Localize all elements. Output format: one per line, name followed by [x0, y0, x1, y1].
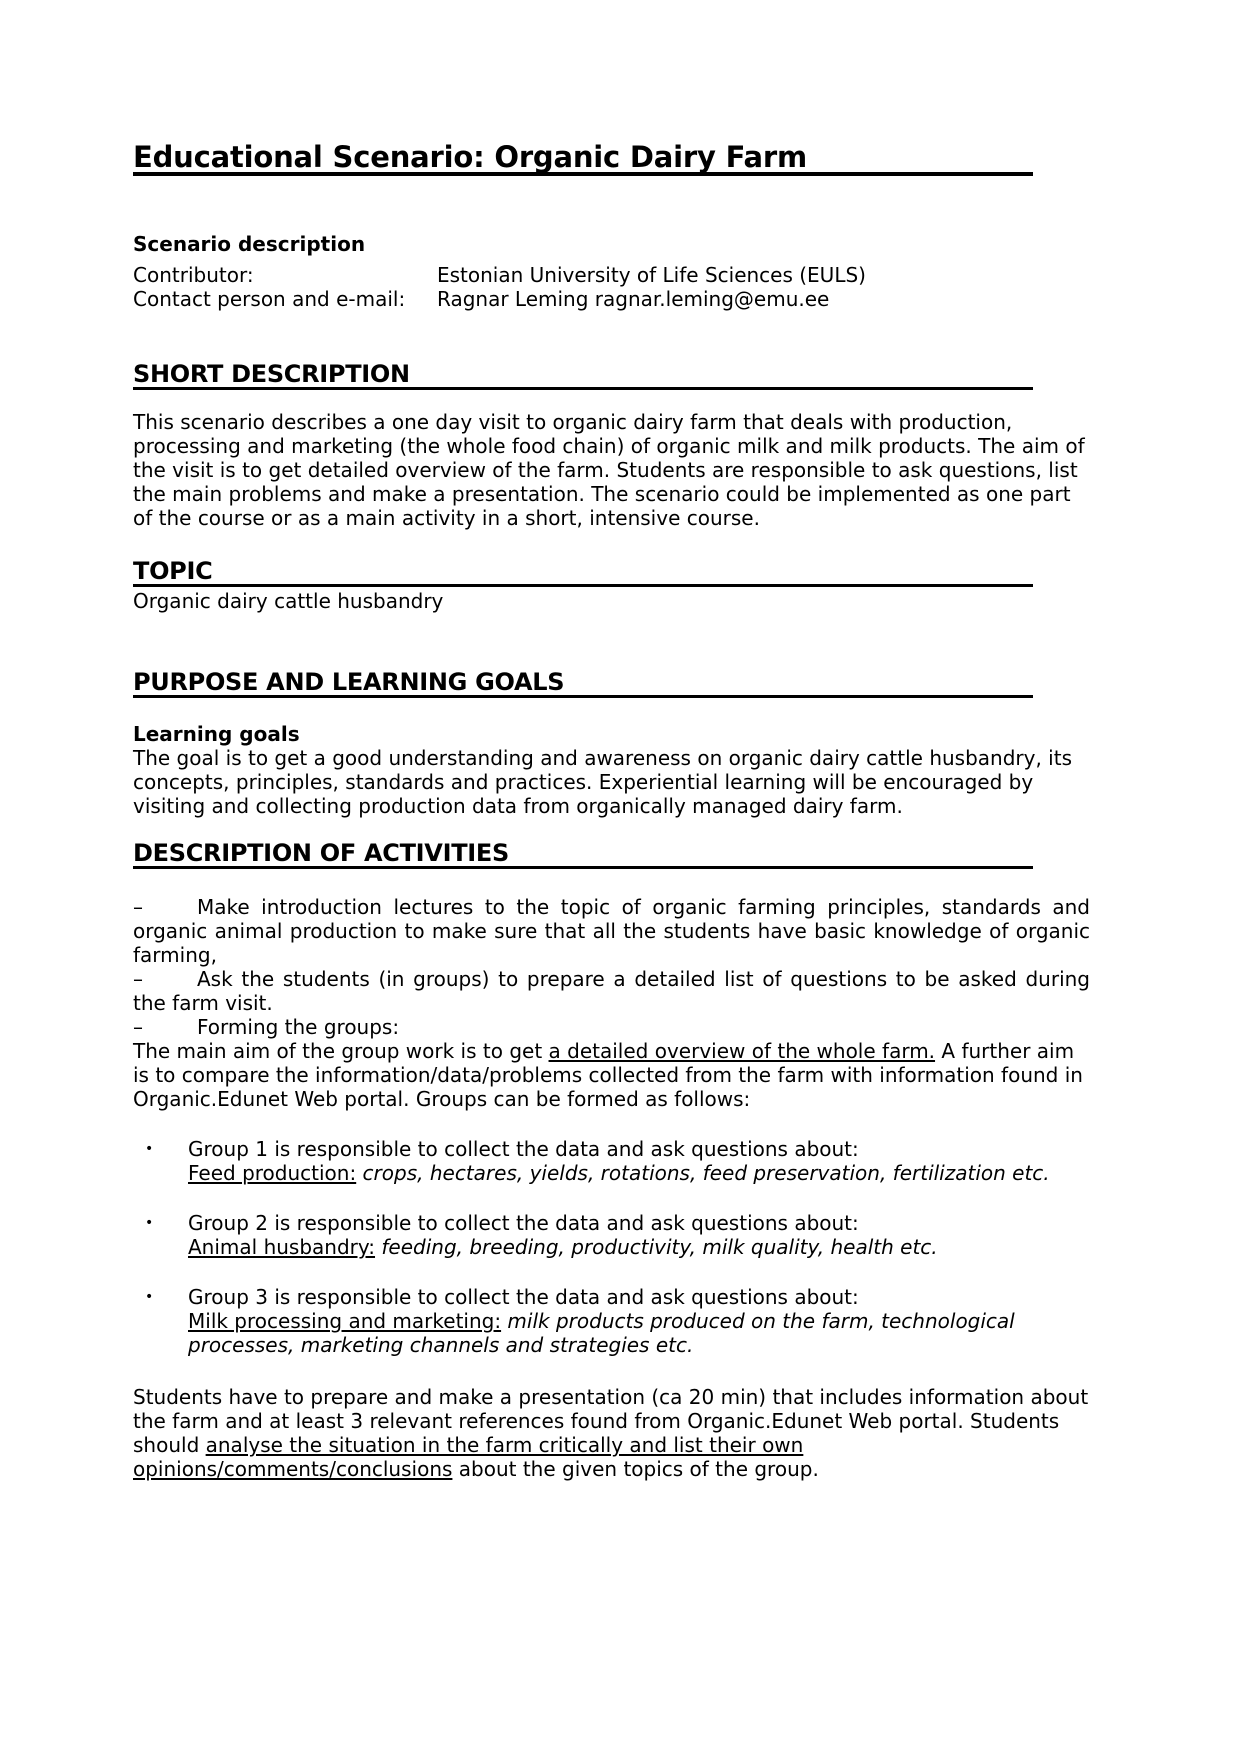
group-3-line1: Group 3 is responsible to collect the data and ask questions about: — [188, 1285, 859, 1309]
activity-item-questions — [133, 967, 1090, 1015]
group-2-detail: feeding, breeding, productivity, milk quality, health etc. — [375, 1235, 938, 1259]
activity-item-forming-groups — [133, 1015, 1090, 1039]
presentation-paragraph — [133, 1385, 1090, 1481]
group-1-bullet — [133, 1137, 1090, 1185]
learning-goals-subheading: Learning goals — [133, 722, 300, 746]
activities-heading: DESCRIPTION OF ACTIVITIES — [133, 840, 1033, 869]
document-title: Educational Scenario: Organic Dairy Farm — [133, 142, 1033, 176]
activity-item-text: Ask the students (in groups) to prepare a detailed list of questions to be asked during the farm visit. — [133, 967, 1090, 1015]
activity-item-lectures — [133, 895, 1090, 967]
closing-underlined: analyse the situation in the farm critically and list their own opinions/comments/conclusions — [133, 1433, 804, 1481]
activity-item-text: Make introduction lectures to the topic of organic farming principles, standards and organic animal production to make sure that all the students have basic knowledge of organic farming, — [133, 895, 1090, 967]
dash-marker: – — [133, 967, 143, 991]
group-intro-pre: The main aim of the group work is to get — [133, 1039, 549, 1063]
bullet-icon: • — [145, 1141, 154, 1157]
group-3-detail: milk products produced on the farm, technological processes, marketing channels and strategies etc. — [188, 1309, 1015, 1357]
short-description-paragraph: This scenario describes a one day visit to organic dairy farm that deals with production, processing and marketing (the whole food chain) of organic milk and milk products. The aim of the visit is to get detailed overview of the farm. Students are responsible to ask questions, list the main problems and make a presentation. The scenario could be implemented as one part of the course or as a main activity in a short, intensive course. — [133, 410, 1085, 530]
contributor-row — [133, 263, 1090, 287]
group-2-line1: Group 2 is responsible to collect the data and ask questions about: — [188, 1211, 859, 1235]
topic-heading: TOPIC — [133, 558, 1033, 587]
contributor-label: Contributor: — [133, 263, 254, 287]
topic-value: Organic dairy cattle husbandry — [133, 589, 444, 613]
bullet-icon: • — [145, 1215, 154, 1231]
group-2-label: Animal husbandry: — [188, 1235, 376, 1259]
group-1-detail: crops, hectares, yields, rotations, feed preservation, fertilization etc. — [356, 1161, 1050, 1185]
group-intro-paragraph — [133, 1039, 1090, 1111]
learning-goals-paragraph: The goal is to get a good understanding and awareness on organic dairy cattle husbandry, its concepts, principles, standards and practices. Experiential learning will be encouraged by visiting and collecting production data from organically managed dairy farm. — [133, 746, 1073, 818]
group-2-line2 — [188, 1235, 1090, 1259]
group-intro-underlined: a detailed overview of the whole farm. — [548, 1039, 936, 1063]
contact-value: Ragnar Leming ragnar.leming@emu.ee — [437, 287, 830, 311]
contributor-value: Estonian University of Life Sciences (EULS) — [437, 263, 866, 287]
contact-label: Contact person and e-mail: — [133, 287, 406, 311]
group-3-line2 — [188, 1309, 1090, 1357]
bullet-icon: • — [145, 1289, 154, 1305]
contact-row — [133, 287, 1090, 311]
group-3-text — [188, 1285, 1090, 1357]
group-intro-post: A further aim is to compare the information/data/problems collected from the farm with information found in Organic.Edunet Web portal. Groups can be formed as follows: — [133, 1039, 1083, 1111]
dash-marker: – — [133, 1015, 143, 1039]
activity-item-text: Forming the groups: — [197, 1015, 400, 1039]
group-2-text — [188, 1211, 1090, 1259]
group-1-text — [188, 1137, 1090, 1185]
dash-marker: – — [133, 895, 143, 919]
closing-post: about the given topics of the group. — [452, 1457, 819, 1481]
short-description-heading: SHORT DESCRIPTION — [133, 361, 1033, 390]
group-1-line2 — [188, 1161, 1090, 1185]
group-1-label: Feed production: — [188, 1161, 357, 1185]
purpose-heading: PURPOSE AND LEARNING GOALS — [133, 669, 1033, 698]
activities-list — [133, 895, 1090, 1111]
closing-pre: Students have to prepare and make a presentation (ca 20 min) that includes information about the farm and at least 3 relevant references found from Organic.Edunet Web portal. Students should — [133, 1385, 1089, 1457]
scenario-description-heading: Scenario description — [133, 232, 366, 256]
group-3-label: Milk processing and marketing: — [188, 1309, 502, 1333]
group-2-bullet — [133, 1211, 1090, 1259]
group-1-line1: Group 1 is responsible to collect the data and ask questions about: — [188, 1137, 859, 1161]
group-3-bullet — [133, 1285, 1090, 1357]
document-content — [133, 0, 1090, 1481]
